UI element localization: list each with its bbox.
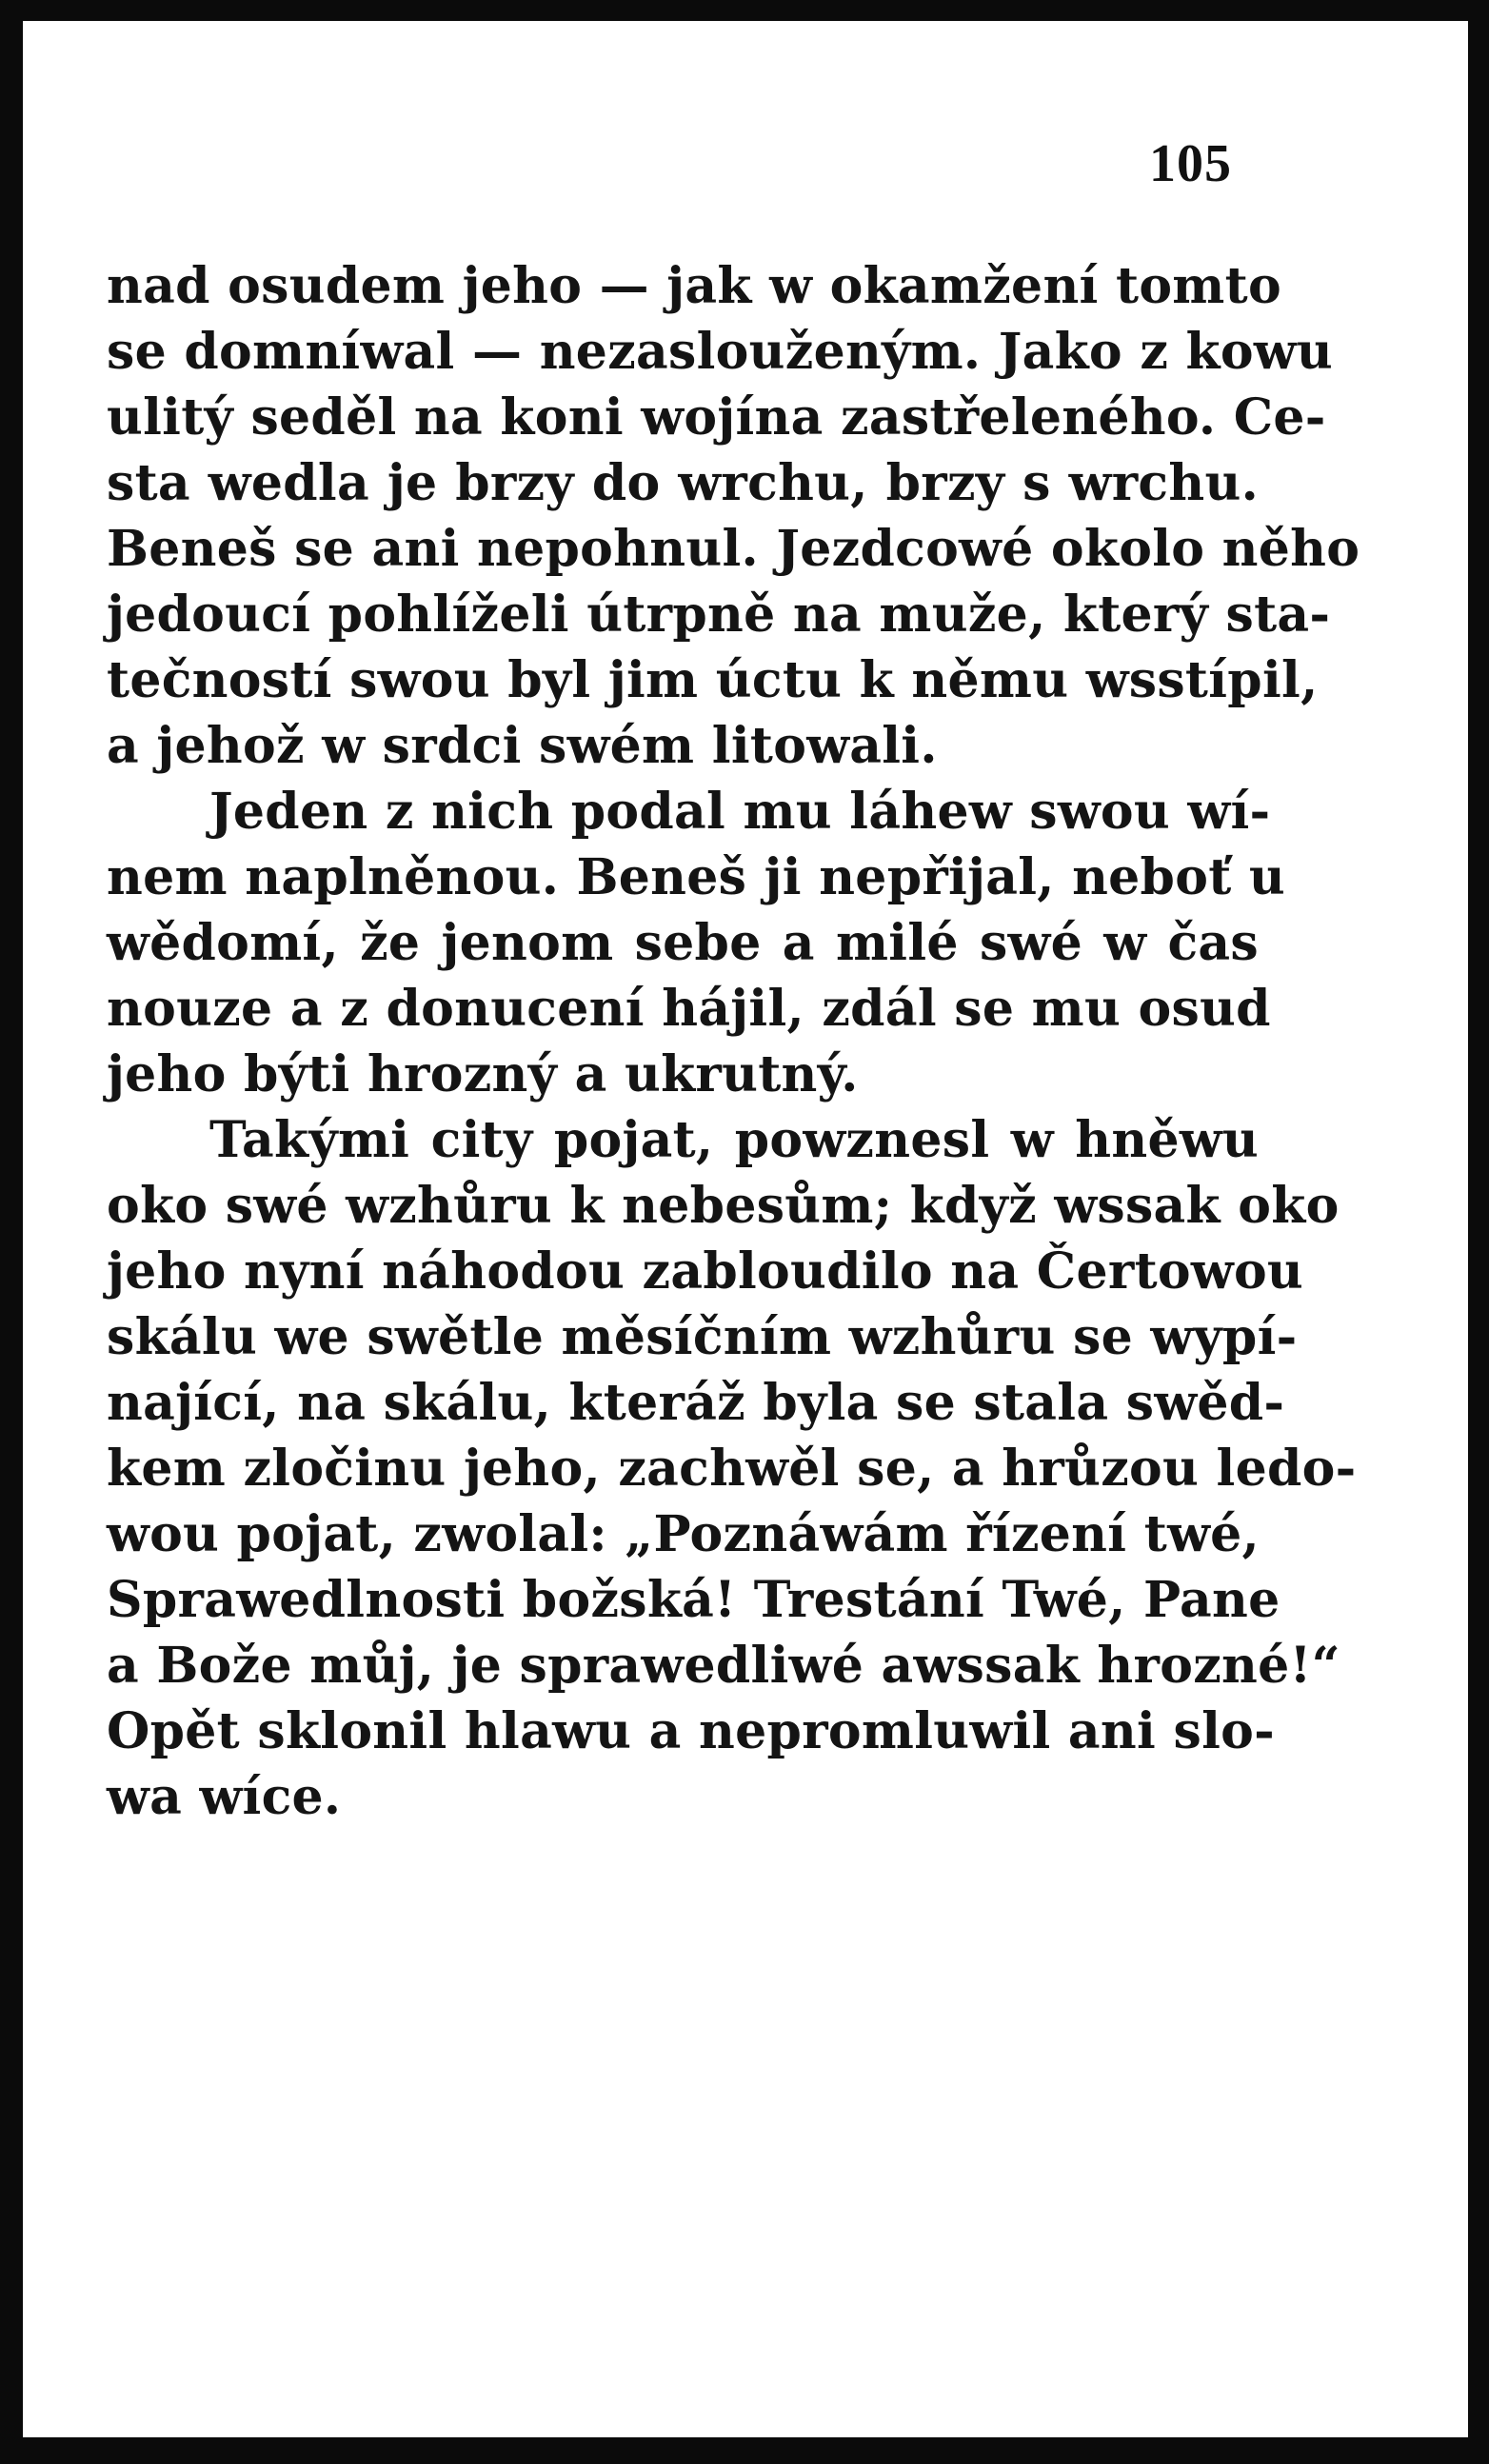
text-line: wědomí, že jenom sebe a milé swé w čas xyxy=(107,914,1259,972)
text-line: Opět sklonil hlawu a nepromluwil ani slo- xyxy=(107,1702,1275,1760)
text-line: tečností swou byl jim úctu k němu wsstípil, xyxy=(107,651,1319,709)
text-line: skálu we swětle měsíčním wzhůru se wypí- xyxy=(107,1308,1298,1366)
text-line: jedoucí pohlíželi útrpně na muže, který sta- xyxy=(107,586,1331,644)
text-line: Sprawedlnosti božská! Trestání Twé, Pane xyxy=(107,1571,1281,1629)
text-line: se domníwal — nezaslouženým. Jako z kowu xyxy=(107,323,1334,381)
paragraph-start-line: Takými city pojat, powznesl w hněwu xyxy=(209,1111,1259,1169)
text-line: a Bože můj, je sprawedliwé awssak hrozné!“ xyxy=(107,1637,1340,1695)
page-number: 105 xyxy=(1149,134,1232,193)
text-line: nad osudem jeho — jak w okamžení tomto xyxy=(107,257,1281,315)
text-line: wou pojat, zwolal: „Poznáwám řízení twé, xyxy=(107,1505,1260,1563)
book-page xyxy=(23,21,1462,2437)
text-line: oko swé wzhůru k nebesům; když wssak oko xyxy=(107,1177,1340,1235)
text-line: nající, na skálu, kteráž byla se stala swěd- xyxy=(107,1374,1285,1432)
text-line: kem zločinu jeho, zachwěl se, a hrůzou ledo- xyxy=(107,1440,1357,1498)
text-line: jeho býti hrozný a ukrutný. xyxy=(107,1045,859,1103)
scan-border-right xyxy=(1468,0,1489,2464)
scan-border-left xyxy=(0,0,23,2464)
text-line: nouze a z donucení hájil, zdál se mu osud xyxy=(107,980,1271,1038)
text-line: Beneš se ani nepohnul. Jezdcowé okolo něho xyxy=(107,520,1360,578)
paragraph-start-line: Jeden z nich podal mu láhew swou wí- xyxy=(209,783,1271,841)
scan-border-top xyxy=(0,0,1489,21)
text-line: jeho nyní náhodou zabloudilo na Čertowou xyxy=(107,1242,1304,1301)
text-line: wa wíce. xyxy=(107,1768,342,1826)
scan-border-bottom xyxy=(0,2437,1489,2464)
page-text xyxy=(107,253,1360,1830)
text-line: ulitý seděl na koni wojína zastřeleného. Ce- xyxy=(107,388,1326,447)
text-line: nem naplněnou. Beneš ji nepřijal, neboť u xyxy=(107,848,1286,906)
text-line: a jehož w srdci swém litowali. xyxy=(107,717,938,775)
text-line: sta wedla je brzy do wrchu, brzy s wrchu. xyxy=(107,454,1259,512)
